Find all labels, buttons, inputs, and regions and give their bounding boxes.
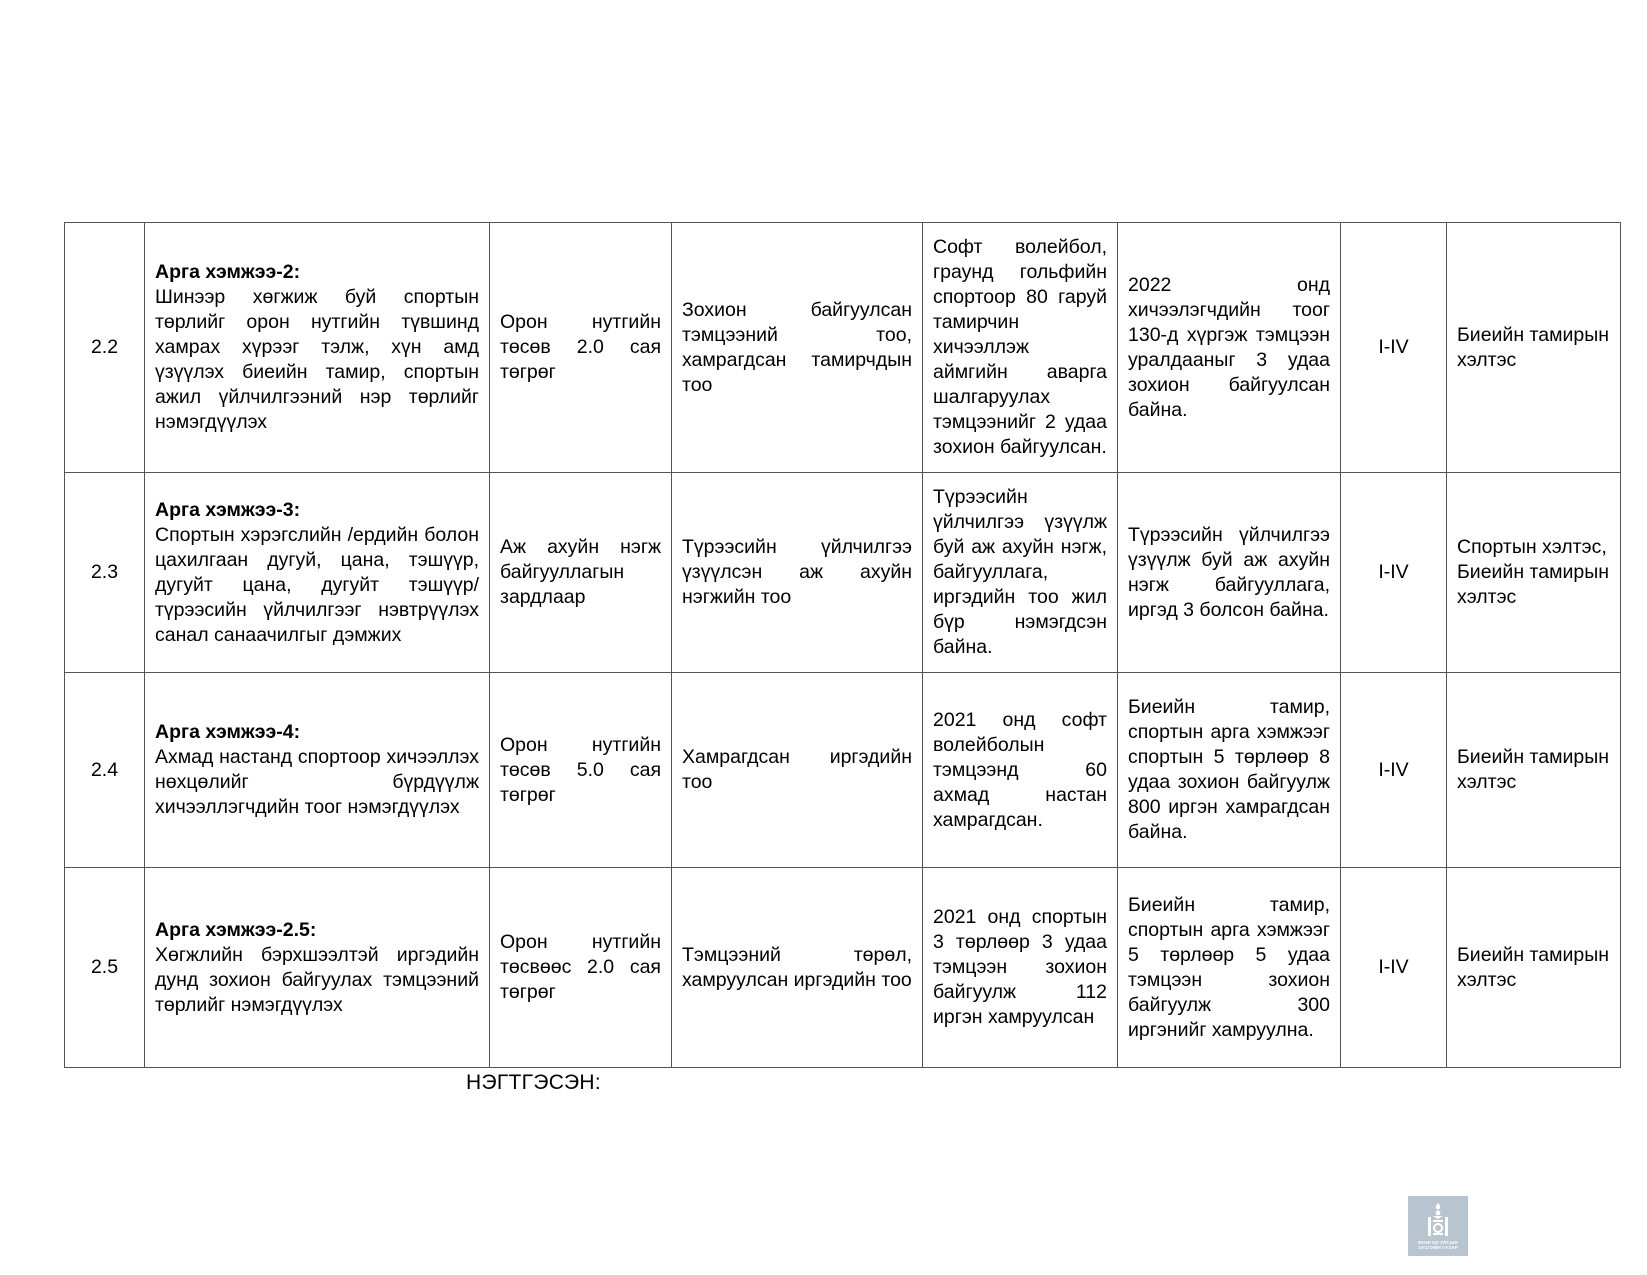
measure-cell [145, 673, 490, 868]
period-cell: I-IV [1341, 223, 1447, 473]
indicator-cell: Зохион байгуулсан тэмцээний тоо, хамрагдсан тамирчдын тоо [672, 223, 923, 473]
measure-title: Арга хэмжээ-2: [155, 261, 301, 283]
funding-cell: Орон нутгийн төсөв 5.0 сая төгрөг [490, 673, 672, 868]
row-number: 2.4 [65, 673, 145, 868]
responsible-cell: Биеийн тамирын хэлтэс [1447, 223, 1621, 473]
responsible-cell: Биеийн тамирын хэлтэс [1447, 868, 1621, 1068]
measure-text: Хөгжлийн бэрхшээлтэй иргэдийн дунд зохион байгуулах тэмцээний төрлийг нэмэгдүүлэх [155, 943, 479, 1016]
measure-text: Шинээр хөгжиж буй спортын төрлийг орон нутгийн түвшинд хамрах хүрээг тэлж, хүн амд үзүүлэх биеийн тамир, спортын ажил үйлчилгээний нэр төрлийг нэмэгдүүлэх [155, 286, 479, 433]
baseline-cell: 2021 онд софт волейболын тэмцээнд 60 ахмад настан хамрагдсан. [923, 673, 1118, 868]
baseline-cell: 2021 онд спортын 3 төрлөөр 3 удаа тэмцээн зохион байгуулж 112 иргэн хамруулсан [923, 868, 1118, 1068]
measure-text: Ахмад настанд спортоор хичээллэх нөхцөлийг бүрдүүлж хичээллэгчдийн тоог нэмэгдүүлэх [155, 746, 479, 818]
measure-title: Арга хэмжээ-3: [155, 498, 301, 521]
indicator-cell: Тэмцээний төрөл, хамруулсан иргэдийн тоо [672, 868, 923, 1068]
measure-cell [145, 473, 490, 673]
target-cell: Биеийн тамир, спортын арга хэмжээг спортын 5 төрлөөр 8 удаа зохион байгуулж 800 иргэн хамрагдсан байна. [1118, 673, 1341, 868]
footer-label: НЭГТГЭСЭН: [466, 1071, 601, 1094]
period-cell: I-IV [1341, 673, 1447, 868]
measure-text: Спортын хэрэгслийн /ердийн болон цахилгаан дугуй, цана, тэшүүр, дугуйт цана, дугуйт тэшүүр/ түрээсийн үйлчилгээг нэвтрүүлэх санал санаачилгыг дэмжих [155, 523, 479, 646]
row-number: 2.3 [65, 473, 145, 673]
measure-title: Арга хэмжээ-4: [155, 721, 301, 743]
table-row [65, 473, 1621, 673]
measure-cell [145, 223, 490, 473]
funding-cell: Орон нутгийн төсвөөс 2.0 сая төгрөг [490, 868, 672, 1068]
indicator-cell: Түрээсийн үйлчилгээ үзүүлсэн аж ахуйн нэгжийн тоо [672, 473, 923, 673]
funding-cell: Орон нутгийн төсөв 2.0 сая төгрөг [490, 223, 672, 473]
measure-cell [145, 868, 490, 1068]
target-cell: 2022 онд хичээлэгчдийн тоог 130-д хүргэж тэмцээн уралдааныг 3 удаа зохион байгуулсан байна. [1118, 223, 1341, 473]
period-cell: I-IV [1341, 868, 1447, 1068]
responsible-cell: Спортын хэлтэс, Биеийн тамирын хэлтэс [1447, 473, 1621, 673]
row-number: 2.2 [65, 223, 145, 473]
soyombo-emblem-icon [1424, 1202, 1452, 1238]
row-number: 2.5 [65, 868, 145, 1068]
funding-cell: Аж ахуйн нэгж байгууллагын зардлаар [490, 473, 672, 673]
responsible-cell: Биеийн тамирын хэлтэс [1447, 673, 1621, 868]
action-plan-table [64, 222, 1621, 1068]
table-row [65, 223, 1621, 473]
measure-title: Арга хэмжээ-2.5: [155, 918, 317, 941]
table-row [65, 673, 1621, 868]
indicator-cell: Хамрагдсан иргэдийн тоо [672, 673, 923, 868]
baseline-cell: Түрээсийн үйлчилгээ үзүүлж буй аж ахуйн нэгж, байгууллага, иргэдийн тоо жил бүр нэмэгдсэн байна. [923, 473, 1118, 673]
period-cell: I-IV [1341, 473, 1447, 673]
table-row [65, 868, 1621, 1068]
government-logo [1408, 1196, 1468, 1256]
target-cell: Түрээсийн үйлчилгээ үзүүлж буй аж ахуйн нэгж байгууллага, иргэд 3 болсон байна. [1118, 473, 1341, 673]
logo-caption: МОНГОЛ УЛСЫН ЗАСГИЙН ГАЗАР [1418, 1240, 1458, 1250]
target-cell: Биеийн тамир, спортын арга хэмжээг 5 төрлөөр 5 удаа тэмцээн зохион байгуулж 300 иргэнийг хамруулна. [1118, 868, 1341, 1068]
baseline-cell: Софт волейбол, граунд гольфийн спортоор 80 гаруй тамирчин хичээллэж аймгийн аварга шалгаруулах тэмцээнийг 2 удаа зохион байгуулсан. [923, 223, 1118, 473]
